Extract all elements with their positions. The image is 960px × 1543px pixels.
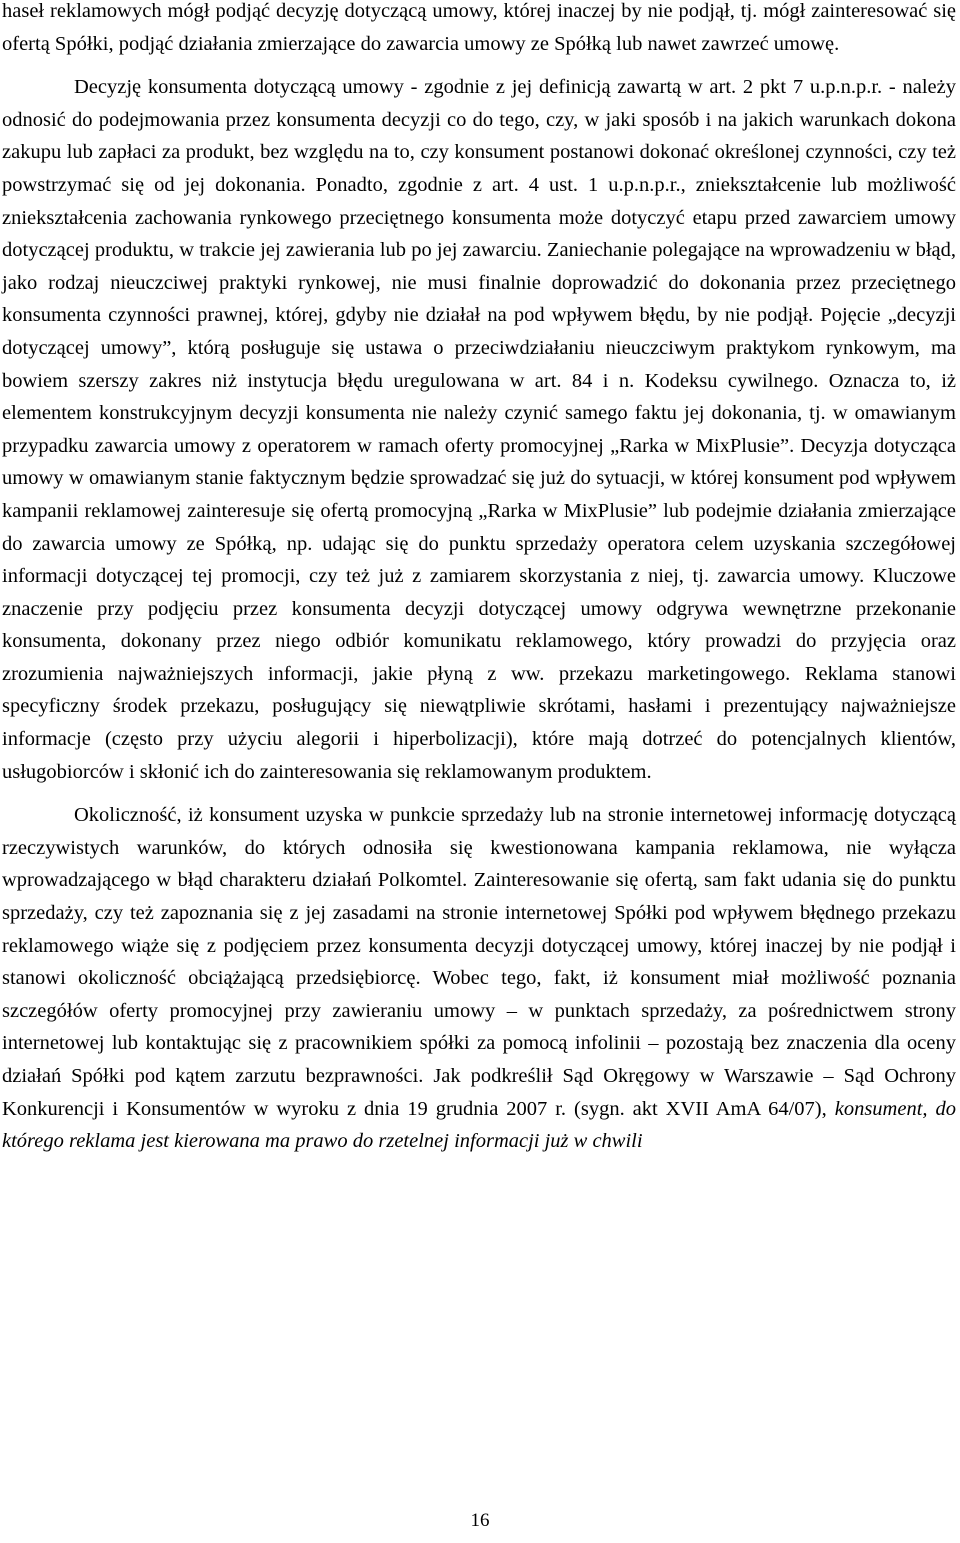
paragraph-1-text: haseł reklamowych mógł podjąć decyzję dotyczącą umowy, której inaczej by nie podjął, tj. mógł zainteresować się ofertą Spółki, podjąć działania zmierzające do zawarcia umowy ze Spółką lub nawet zawrzeć umowę.: [2, 0, 956, 55]
body-text: [2, 0, 956, 1158]
paragraph-1: [2, 0, 956, 60]
paragraph-2-text: Decyzję konsumenta dotyczącą umowy - zgodnie z jej definicją zawartą w art. 2 pkt 7 u.p.n.p.r. - należy odnosić do podejmowania przez konsumenta decyzji co do tego, czy, w jaki sposób i na jakich warunkach dokona zakupu lub zapłaci za produkt, bez względu na to, czy konsument postanowi dokonać określonej czynności, czy też powstrzymać się od jej dokonania. Ponadto, zgodnie z art. 4 ust. 1 u.p.n.p.r., zniekształcenie lub możliwość zniekształcenia zachowania rynkowego przeciętnego konsumenta może dotyczyć etapu przed zawarciem umowy dotyczącej produktu, w trakcie jej zawierania lub po jej zawarciu. Zaniechanie polegające na wprowadzeniu w błąd, jako rodzaj nieuczciwej praktyki rynkowej, nie musi finalnie doprowadzić do dokonania przez przeciętnego konsumenta czynności prawnej, której, gdyby nie działał na pod wpływem błędu, by nie podjął. Pojęcie „decyzji dotyczącej umowy”, którą posługuje się ustawa o przeciwdziałaniu nieuczciwym praktykom rynkowym, ma bowiem szerszy zakres niż instytucja błędu uregulowana w art. 84 i n. Kodeksu cywilnego. Oznacza to, iż elementem konstrukcyjnym decyzji konsumenta nie należy czynić samego faktu jej dokonania, tj. w omawianym przypadku zawarcia umowy z operatorem w ramach oferty promocyjnej „Rarka w MixPlusie”. Decyzja dotycząca umowy w omawianym stanie faktycznym będzie sprowadzać się już do sytuacji, w której konsument pod wpływem kampanii reklamowej zainteresuje się ofertą promocyjną „Rarka w MixPlusie” lub podejmie działania zmierzające do zawarcia umowy ze Spółką, np. udając się do punktu sprzedaży operatora celem uzyskania szczegółowej informacji dotyczącej tej promocji, czy też już z zamiarem skorzystania z niej, tj. zawarcia umowy. Kluczowe znaczenie przy podjęciu przez konsumenta decyzji dotyczącej umowy odgrywa wewnętrzne przekonanie konsumenta, dokonany przez niego odbiór komunikatu reklamowego, który prowadzi do przyjęcia oraz zrozumienia najważniejszych informacji, jakie płyną z ww. przekazu marketingowego. Reklama stanowi specyficzny środek przekazu, posługujący się niewątpliwie skrótami, hasłami i prezentujący najważniejsze informacje (często przy użyciu alegorii i hiperbolizacji), które mają dotrzeć do potencjalnych klientów, usługobiorców i skłonić ich do zainteresowania się reklamowanym produktem.: [2, 76, 956, 783]
paragraph-2: [2, 71, 956, 788]
paragraph-3: [2, 799, 956, 1158]
paragraph-3-text: Okoliczność, iż konsument uzyska w punkcie sprzedaży lub na stronie internetowej informację dotyczącą rzeczywistych warunków, do których odnosiła się kwestionowana kampania reklamowa, nie wyłącza wprowadzającego w błąd charakteru działań Polkomtel. Zainteresowanie się ofertą, sam fakt udania się do punktu sprzedaży, czy też zapoznania się z jej zasadami na stronie internetowej Spółki pod wpływem błędnego przekazu reklamowego wiąże się z podjęciem przez konsumenta decyzji dotyczącej umowy, której inaczej by nie podjął i stanowi okoliczność obciążającą przedsiębiorcę. Wobec tego, fakt, iż konsument miał możliwość poznania szczegółów oferty promocyjnej przy zawieraniu umowy – w punktach sprzedaży, za pośrednictwem strony internetowej lub kontaktując się z pracownikiem spółki za pomocą infolinii – pozostają bez znaczenia dla oceny działań Spółki pod kątem zarzutu bezprawności. Jak podkreślił Sąd Okręgowy w Warszawie – Sąd Ochrony Konkurencji i Konsumentów w wyroku z dnia 19 grudnia 2007 r. (sygn. akt XVII AmA 64/07),: [2, 804, 956, 1120]
page-number: 16: [470, 1510, 490, 1531]
paragraph-3-quote: konsument, do którego reklama jest kierowana ma prawo do rzetelnej informacji już w chwili: [2, 1097, 956, 1153]
